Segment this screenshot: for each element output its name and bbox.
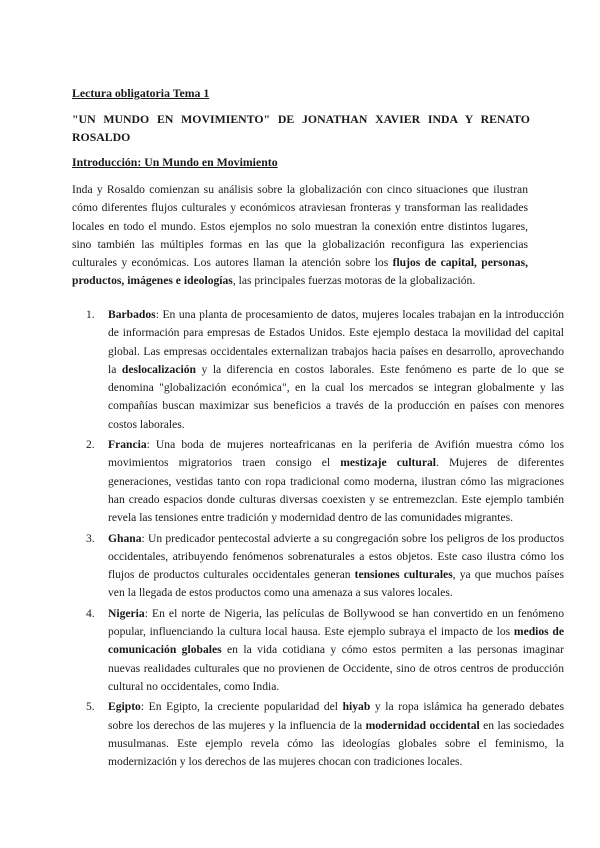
case-number: 5. — [86, 700, 95, 714]
case-text: : En el norte de Nigeria, las películas de Bollywood se han convertido en un fenómeno popular, influenciando la cultura local hausa. Este ejemplo subraya el impacto de los — [108, 606, 564, 639]
case-text: . Mujeres de diferentes generaciones, vestidas tanto con ropa tradicional como moderna, ilustran cómo las migraciones han creado espacios donde culturas diversas coexisten y se entremezclan. Este ejemplo también revela las tensiones entre tradición y modernidad dentro de las comunidades migrantes. — [108, 456, 564, 525]
case-item — [86, 605, 565, 696]
intro-heading: Introducción: Un Mundo en Movimiento — [72, 155, 278, 169]
case-number: 4. — [86, 606, 95, 620]
case-number: 2. — [86, 438, 95, 452]
case-item — [86, 530, 565, 603]
case-text: : Un predicador pentecostal advierte a su congregación sobre los peligros de los productos occidentales, atribuyendo fenómenos sobrenaturales a estos objetos. Este caso ilustra cómo los flujos de productos culturales occidentales generan — [108, 531, 564, 582]
reading-label: Lectura obligatoria Tema 1 — [72, 86, 210, 100]
case-text: en la vida cotidiana y cómo estos permiten a las personas imaginar nuevas realidades culturales que no provienen de Occidente, sino de otros centros de producción cultural no occidentales, como India. — [108, 643, 565, 693]
case-bold: medios de comunicación globales — [108, 625, 565, 657]
document-title: "UN MUNDO EN MOVIMIENTO" DE JONATHAN XAVIER INDA Y RENATO ROSALDO — [72, 112, 530, 144]
case-text: y la diferencia en costos laborales. Este fenómeno es parte de lo que se denomina "globalización económica", en la cual los mercados se integran globalmente y las compañías buscan maximizar sus beneficios a través de la producción en países con menores costos laborales. — [108, 362, 565, 431]
case-item — [86, 698, 564, 771]
case-text: , ya que muchos países ven la llegada de estos productos como una amenaza a sus valores locales. — [108, 568, 565, 600]
case-item — [86, 436, 564, 527]
case-bold: hiyab — [342, 700, 371, 714]
intro-text: Inda y Rosaldo comienzan su análisis sobre la globalización con cinco situaciones que ilustran cómo diferentes flujos culturales y económicos atraviesan fronteras y transforman las realidades locales en todo el mundo. Estos ejemplos no solo muestran la conexión entre distintos lugares, sino también las múltiples formas en las que la globalización reconfigura las experiencias culturales y económicas. Los autores llaman la atención sobre los — [72, 183, 528, 270]
case-text: : En una planta de procesamiento de datos, mujeres locales trabajan en la introducción de información para empresas de Estados Unidos. Este ejemplo destaca la movilidad del capital global. Las empresas occidentales externalizan trabajos hacia países en desarrollo, aprovechando la — [108, 308, 564, 376]
case-bold: mestizaje cultural — [340, 456, 437, 470]
case-number: 3. — [86, 531, 95, 545]
case-text: y la ropa islámica ha generado debates sobre los derechos de las mujeres y la influencia de la — [108, 700, 564, 732]
case-bold: tensiones culturales — [354, 568, 453, 582]
case-text: en las sociedades musulmanas. Este ejemplo revela cómo las ideologías globales sobre el feminismo, la modernización y los derechos de las mujeres chocan con tradiciones locales. — [108, 718, 564, 769]
intro-bold: flujos de capital, personas, productos, imágenes e ideologías — [72, 256, 528, 288]
case-place: Nigeria — [108, 606, 145, 620]
case-place: Francia — [108, 438, 147, 452]
case-place: Barbados — [108, 308, 156, 321]
case-text: : En Egipto, la creciente popularidad del — [140, 700, 343, 714]
case-text: : Una boda de mujeres norteafricanas en la periferia de Avifión muestra cómo los movimientos migratorios traen consigo el — [108, 438, 564, 470]
case-item — [86, 306, 565, 434]
case-list — [72, 306, 564, 773]
case-place: Egipto — [108, 700, 141, 714]
case-place: Ghana — [108, 531, 142, 545]
intro-paragraph — [72, 181, 528, 291]
intro-text: , las principales fuerzas motoras de la globalización. — [232, 274, 476, 288]
case-bold: deslocalización — [121, 362, 196, 376]
case-number: 1. — [86, 308, 95, 321]
case-bold: modernidad occidental — [365, 718, 480, 732]
